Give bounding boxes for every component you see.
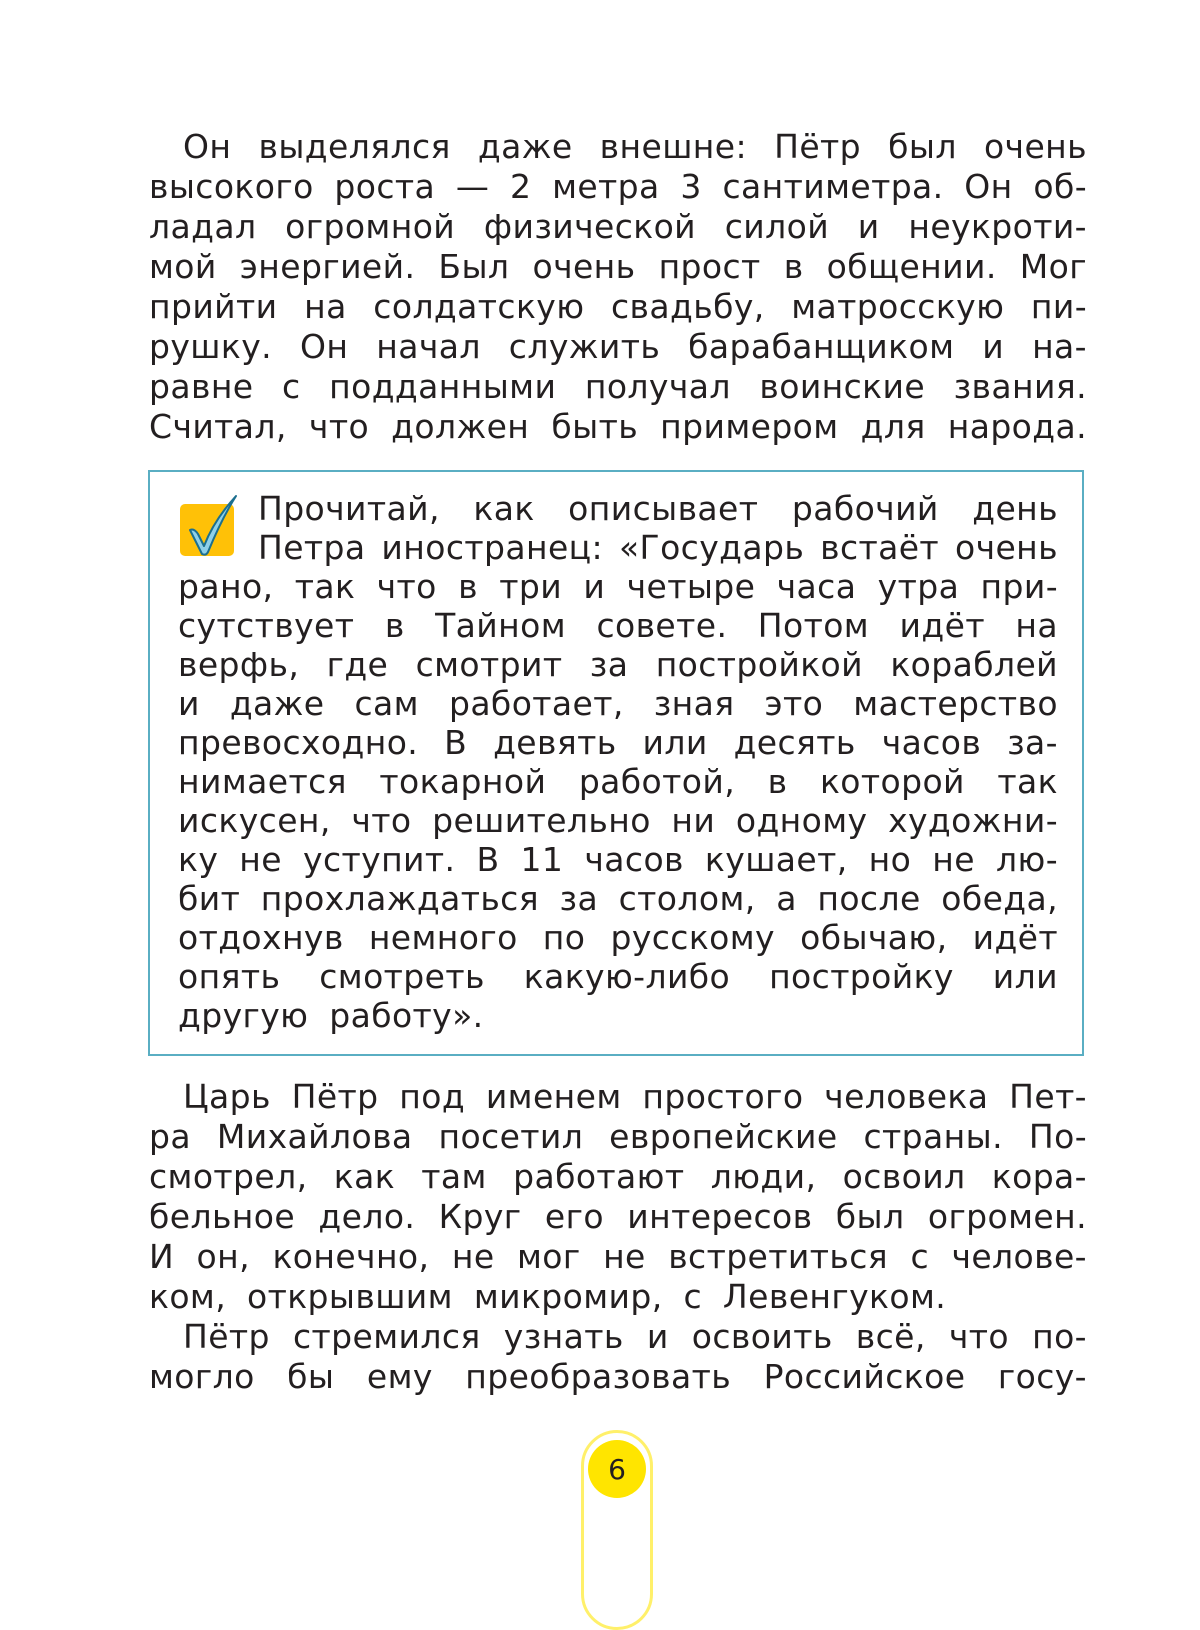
text-line: отдохнув немного по русскому обычаю, идёт	[178, 918, 1058, 957]
text-line: смотрел, как там работают люди, освоил кора-	[149, 1157, 1087, 1196]
text-line: Пётр стремился узнать и освоить всё, что по-	[183, 1317, 1087, 1356]
task-box	[148, 470, 1084, 1056]
text-line: прийти на солдатскую свадьбу, матросскую пи-	[149, 287, 1087, 326]
page-number: 6	[588, 1440, 646, 1498]
text-line: ра Михайлова посетил европейские страны. По-	[149, 1117, 1087, 1156]
text-line: Он выделялся даже внешне: Пётр был очень	[183, 127, 1087, 166]
text-line: бельное дело. Круг его интересов был огромен.	[149, 1197, 1087, 1236]
text-line: верфь, где смотрит за постройкой кораблей	[178, 645, 1058, 684]
text-line: ладал огромной физической силой и неукроти-	[149, 207, 1087, 246]
text-line: могло бы ему преобразовать Российское госу-	[149, 1357, 1087, 1396]
text-line: мой энергией. Был очень прост в общении. Мог	[149, 247, 1087, 286]
text-line: превосходно. В девять или десять часов за-	[178, 723, 1058, 762]
text-line: и даже сам работает, зная это мастерство	[178, 684, 1058, 723]
task-text	[178, 489, 1058, 1035]
text-line: рано, так что в три и четыре часа утра при-	[178, 567, 1058, 606]
paragraph-top	[149, 127, 1087, 447]
text-line: нимается токарной работой, в которой так	[178, 762, 1058, 801]
text-line: равне с подданными получал воинские звания.	[149, 367, 1087, 406]
text-line: другую работу».	[178, 996, 484, 1035]
text-line: Петра иностранец: «Государь встаёт очень	[258, 528, 1058, 567]
text-line: искусен, что решительно ни одному художни-	[178, 801, 1058, 840]
paragraph-bottom	[149, 1077, 1087, 1397]
text-line: ком, открывшим микромир, с Левенгуком.	[149, 1277, 947, 1316]
text-line: опять смотреть какую-либо постройку или	[178, 957, 1058, 996]
text-line: высокого роста — 2 метра 3 сантиметра. Он об-	[149, 167, 1087, 206]
text-line: рушку. Он начал служить барабанщиком и на-	[149, 327, 1087, 366]
text-line: бит прохлаждаться за столом, а после обеда,	[178, 879, 1058, 918]
text-line: Царь Пётр под именем простого человека Пет-	[183, 1077, 1087, 1116]
text-line: сутствует в Тайном совете. Потом идёт на	[178, 606, 1058, 645]
text-line: Считал, что должен быть примером для народа.	[149, 407, 1087, 446]
text-line: ку не уступит. В 11 часов кушает, но не лю-	[178, 840, 1058, 879]
text-line: И он, конечно, не мог не встретиться с челове-	[149, 1237, 1087, 1276]
text-line: Прочитай, как описывает рабочий день	[258, 489, 1058, 528]
